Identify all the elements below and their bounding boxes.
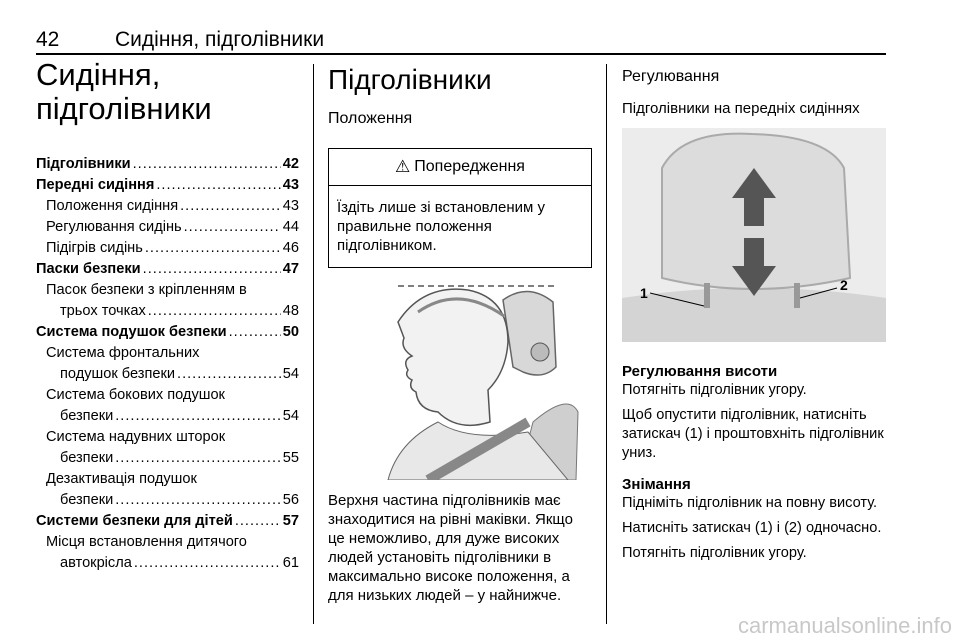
watermark: carmanualsonline.info xyxy=(737,613,952,638)
toc-entry-label: Системи безпеки для дітей xyxy=(36,513,233,529)
chapter-title xyxy=(36,58,299,126)
warning-header xyxy=(329,149,591,186)
column-divider-right xyxy=(606,64,607,624)
chapter-title-line2: підголівники xyxy=(36,91,212,126)
toc-page-number: 48 xyxy=(282,303,299,319)
toc-entry-label-line1: Місця встановлення дитячого xyxy=(46,534,247,550)
toc-entry-label: Положення сидіння xyxy=(46,198,179,214)
toc-entry[interactable] xyxy=(36,553,299,574)
height-step-2: Щоб опустити підголівник, натисніть затискач (1) і проштовхніть підголівник униз. xyxy=(622,407,884,461)
front-headrest-photo xyxy=(622,128,886,342)
page-number: 42 xyxy=(36,28,60,51)
toc-dot-leader xyxy=(115,448,281,469)
toc-dot-leader xyxy=(235,511,281,532)
callout-label-2: 2 xyxy=(840,277,848,293)
table-of-contents xyxy=(36,154,299,574)
toc-entry-label-line1: Дезактивація подушок xyxy=(46,471,197,487)
removal-step-1: Підніміть підголівник на повну висоту. xyxy=(622,495,878,511)
headrest-post-right xyxy=(794,283,800,308)
toc-dot-leader xyxy=(156,175,280,196)
toc-dot-leader xyxy=(180,196,281,217)
toc-page-number: 54 xyxy=(282,408,299,424)
toc-entry[interactable] xyxy=(36,238,299,259)
toc-page-number: 61 xyxy=(282,555,299,571)
toc-entry[interactable] xyxy=(36,217,299,238)
toc-entry[interactable] xyxy=(36,490,299,511)
adjustment-instructions xyxy=(622,362,886,563)
toc-entry-label: Паски безпеки xyxy=(36,261,141,277)
toc-dot-leader xyxy=(134,553,281,574)
toc-dot-leader xyxy=(115,490,281,511)
warning-box xyxy=(328,148,592,268)
toc-page-number: 46 xyxy=(282,240,299,256)
toc-page-number: 43 xyxy=(282,198,299,214)
toc-page-number: 47 xyxy=(282,261,299,277)
toc-entry-label: Підігрів сидінь xyxy=(46,240,143,256)
toc-entry[interactable] xyxy=(36,175,299,196)
toc-dot-leader xyxy=(229,322,281,343)
toc-page-number: 56 xyxy=(282,492,299,508)
toc-entry-label-line1: Система фронтальних xyxy=(46,345,200,361)
toc-page-number: 57 xyxy=(282,513,299,529)
warning-text: Їздіть лише зі встановленим у правильне положення підголівником. xyxy=(337,199,546,254)
position-caption: Верхня частина підголівників має знаходитися на рівні маківки. Якщо це неможливо, для дуже високих людей установіть підголівники в максимально високе положення, а для низьких людей – у найнижче. xyxy=(328,492,573,604)
toc-entry[interactable] xyxy=(36,322,299,343)
headrest-post-left xyxy=(704,283,710,308)
page-header xyxy=(36,28,886,52)
toc-dot-leader xyxy=(133,154,281,175)
toc-dot-leader xyxy=(145,238,281,259)
toc-entry-label: трьох точках xyxy=(60,303,146,319)
height-step-1: Потягніть підголівник угору. xyxy=(622,382,807,398)
left-column xyxy=(36,58,299,574)
toc-page-number: 43 xyxy=(282,177,299,193)
toc-entry-label: безпеки xyxy=(60,492,114,508)
warning-title: Попередження xyxy=(414,158,525,175)
toc-entry-label: Підголівники xyxy=(36,156,131,172)
removal-step-2: Натисніть затискач (1) і (2) одночасно. xyxy=(622,520,882,536)
section-title: Підголівники xyxy=(328,64,492,95)
callout-label-1: 1 xyxy=(640,285,648,301)
toc-page-number: 50 xyxy=(282,324,299,340)
section-subtitle: Положення xyxy=(328,110,413,127)
toc-page-number: 44 xyxy=(282,219,299,235)
toc-entry[interactable] xyxy=(36,406,299,427)
toc-dot-leader xyxy=(143,259,281,280)
header-rule xyxy=(36,53,886,55)
toc-entry-label: Передні сидіння xyxy=(36,177,155,193)
warning-triangle-icon: ⚠ xyxy=(395,157,411,176)
toc-dot-leader xyxy=(115,406,281,427)
toc-entry-label: безпеки xyxy=(60,408,114,424)
headrest-button-icon xyxy=(531,343,549,361)
toc-dot-leader xyxy=(148,301,281,322)
toc-entry-label: автокрісла xyxy=(60,555,132,571)
toc-entry[interactable] xyxy=(36,364,299,385)
running-title: Сидіння, підголівники xyxy=(115,28,325,51)
toc-entry[interactable] xyxy=(36,301,299,322)
toc-entry[interactable] xyxy=(36,448,299,469)
toc-page-number: 42 xyxy=(282,156,299,172)
toc-dot-leader xyxy=(177,364,281,385)
right-column xyxy=(622,58,886,117)
toc-entry-label-line1: Система бокових подушок xyxy=(46,387,225,403)
toc-entry-label: Система подушок безпеки xyxy=(36,324,227,340)
toc-entry-label-line1: Пасок безпеки з кріпленням в xyxy=(46,282,247,298)
adjustment-subtitle: Підголівники на передніх сидіннях xyxy=(622,100,860,117)
toc-entry[interactable] xyxy=(36,196,299,217)
chapter-title-line1: Сидіння, xyxy=(36,57,161,92)
column-divider-left xyxy=(313,64,314,624)
toc-entry[interactable] xyxy=(36,154,299,175)
toc-page-number: 55 xyxy=(282,450,299,466)
toc-entry[interactable] xyxy=(36,259,299,280)
removal-step-3: Потягніть підголівник угору. xyxy=(622,545,807,561)
middle-column xyxy=(328,58,590,128)
adjustment-title: Регулювання xyxy=(622,68,720,85)
toc-page-number: 54 xyxy=(282,366,299,382)
toc-entry-label: подушок безпеки xyxy=(60,366,176,382)
removal-heading: Знімання xyxy=(622,476,691,493)
toc-entry[interactable] xyxy=(36,511,299,532)
height-heading: Регулювання висоти xyxy=(622,363,778,380)
toc-entry-label: безпеки xyxy=(60,450,114,466)
toc-dot-leader xyxy=(184,217,281,238)
headrest-position-illustration xyxy=(328,272,590,480)
toc-entry-label: Регулювання сидінь xyxy=(46,219,182,235)
toc-entry-label-line1: Система надувних шторок xyxy=(46,429,226,445)
